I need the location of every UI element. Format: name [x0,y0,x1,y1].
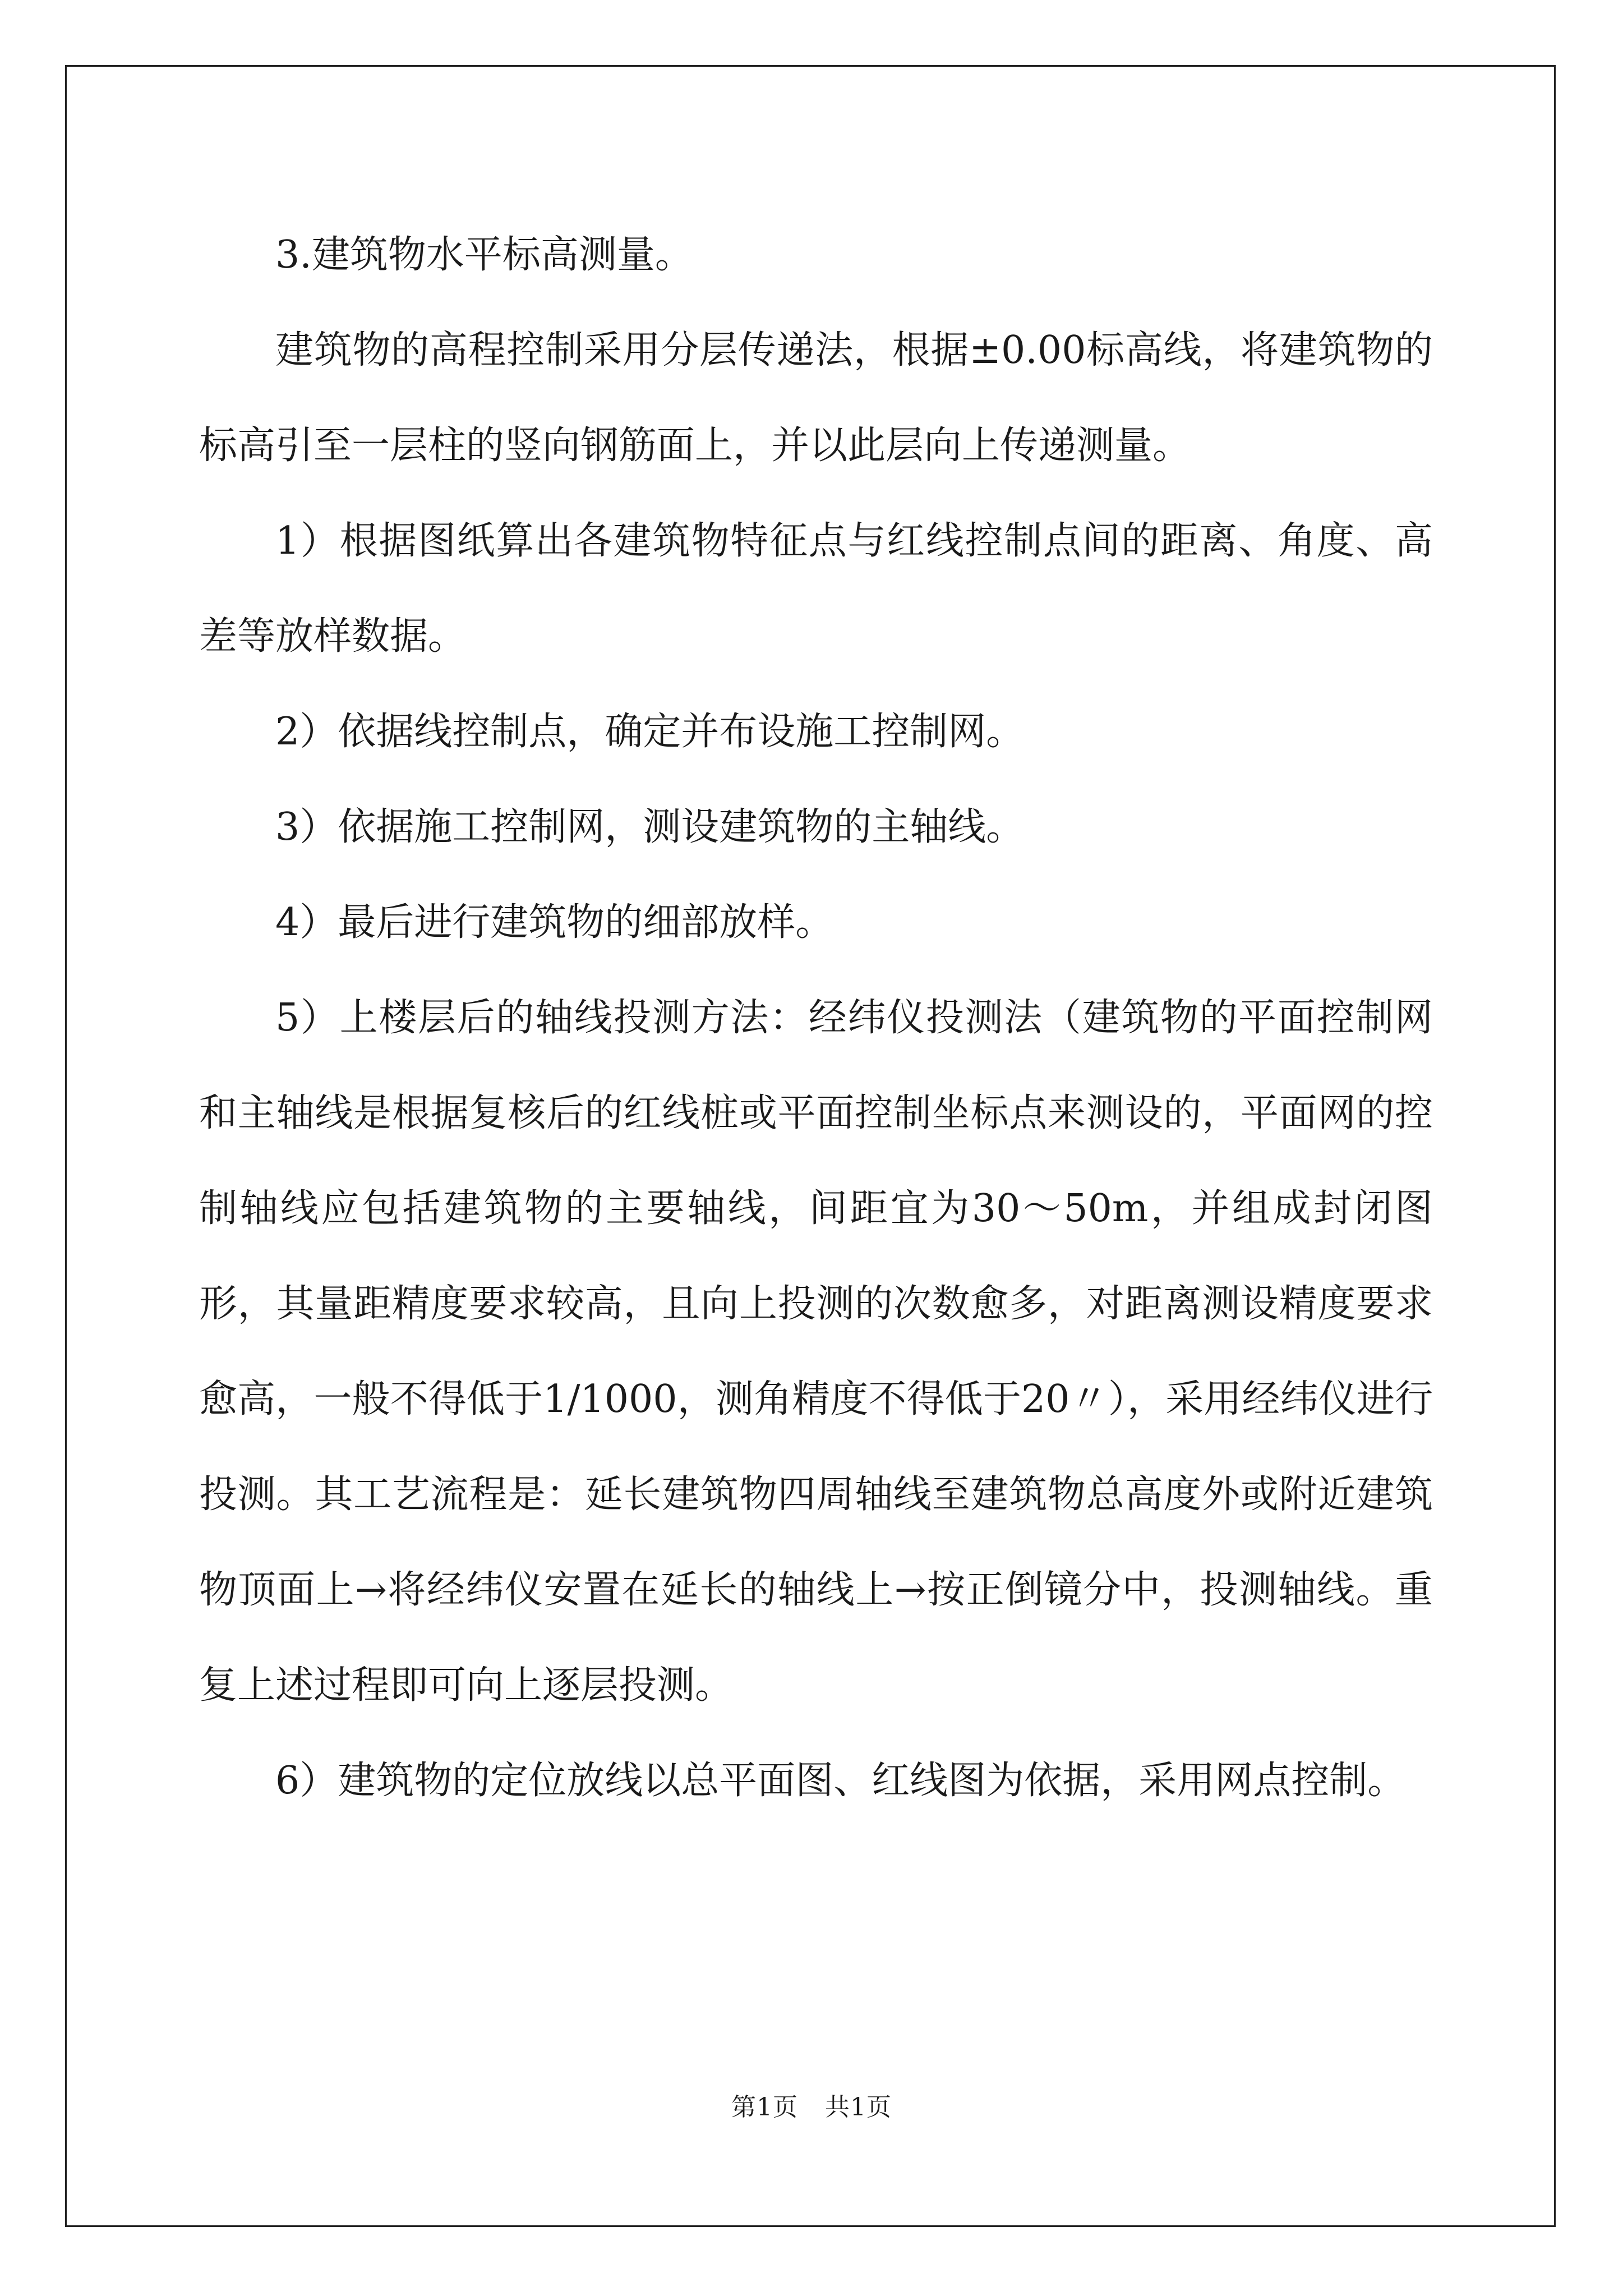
paragraph-step-5: 5）上楼层后的轴线投测方法：经纬仪投测法（建筑物的平面控制网和主轴线是根据复核后的红线桩或平面控制坐标点来测设的，平面网的控制轴线应包括建筑物的主要轴线，间距宜为30～50m，并组成封闭图形，其量距精度要求较高，且向上投测的次数愈多，对距离测设精度要求愈高，一般不得低于1/1000，测角精度不得低于20〃），采用经纬仪进行投测。其工艺流程是：延长建筑物四周轴线至建筑物总高度外或附近建筑物顶面上→将经纬仪安置在延长的轴线上→按正倒镜分中，投测轴线。重复上述过程即可向上逐层投测。 [199,996,1433,1708]
page-footer [0,2087,1623,2123]
paragraph-elevation-control: 建筑物的高程控制采用分层传递法，根据±0.00标高线，将建筑物的标高引至一层柱的竖向钢筋面上，并以此层向上传递测量。 [199,328,1433,468]
page-number-total: 共1页 [825,2093,892,2122]
document-body [199,208,1433,1829]
paragraph-step-1: 1）根据图纸算出各建筑物特征点与红线控制点间的距离、角度、高差等放样数据。 [199,519,1433,659]
page-number-current: 第1页 [731,2093,798,2122]
paragraph-heading-elevation: 3.建筑物水平标高测量。 [275,233,693,277]
paragraph-step-3: 3）依据施工控制网，测设建筑物的主轴线。 [275,805,1025,849]
paragraph-step-2: 2）依据线控制点，确定并布设施工控制网。 [275,710,1025,754]
paragraph-step-6: 6）建筑物的定位放线以总平面图、红线图为依据，采用网点控制。 [275,1759,1406,1803]
paragraph-step-4: 4）最后进行建筑物的细部放样。 [275,900,834,945]
